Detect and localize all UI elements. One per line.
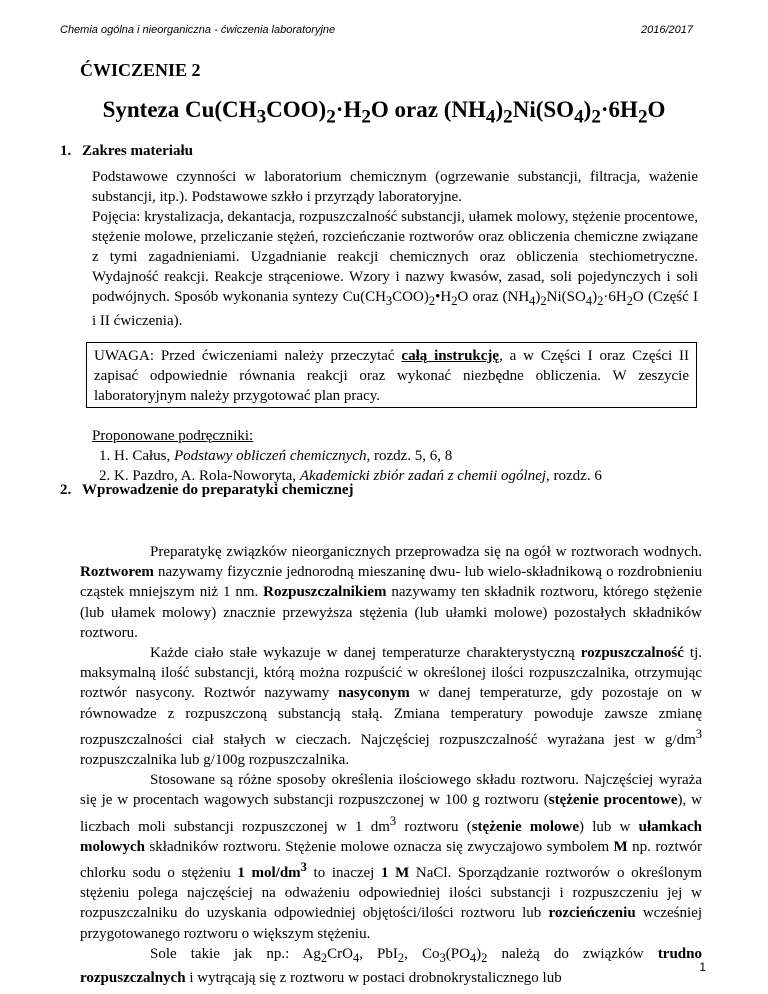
running-header-right: 2016/2017 <box>641 24 693 36</box>
section-2-paragraph-4: Sole takie jak np.: $Ag_2CrO_4$, PbI$_2$, $Co_3(PO_4)_2$ należą do związków trudno rozpuszczalnych i wytrącają się z roztworu w postaci drobnokrystalicznego lub <box>80 945 702 987</box>
running-header-left: Chemia ogólna i nieorganiczna - ćwiczenia laboratoryjne <box>60 24 336 36</box>
textbook-item-1: 1. H. Całus, Podstawy obliczeń chemicznych, rozdz. 5, 6, 8 <box>114 446 712 466</box>
textbook-item-2: 2. K. Pazdro, A. Rola-Noworyta, Akademicki zbiór zadań z chemii ogólnej, rozdz. 6 <box>114 466 712 486</box>
page-title: Synteza $Cu(CH_3COO)_2\cdot H_2O$ oraz $(NH_4)_2Ni(SO_4)_2\cdot 6H_2O$ <box>102 97 666 128</box>
textbook-list-heading: Proponowane podręczniki: <box>92 428 254 444</box>
page-number: 1 <box>699 960 706 974</box>
section-1-body <box>92 167 698 331</box>
section-1-paragraph-1: Podstawowe czynności w laboratorium chemicznym (ogrzewanie substancji, filtracja, ważenie substancji, itp.). Podstawowe szkło i przyrządy laboratoryjne. <box>92 169 698 205</box>
section-2-paragraph-2: Każde ciało stałe wykazuje w danej temperaturze charakterystyczną rozpuszczalność tj. maksymalną ilość substancji, którą można rozpuścić w określonej ilości rozpuszczalnika, otrzymując roztwór nasycony. Roztwór nazywamy nasyconym w danej temperaturze, gdy pozostaje on w równowadze z rozpuszczoną substancją stałą. Zmiana temperatury powoduje zawsze zmianę rozpuszczalności ciał stałych w cieczach. Najczęściej rozpuszczalność wyrażana jest w $g/dm^3$ rozpuszczalnika lub g/100g rozpuszczalnika. <box>80 645 702 769</box>
exercise-label: ĆWICZENIE 2 <box>80 60 201 80</box>
section-2-body <box>80 542 702 988</box>
warning-emphasis: całą instrukcję <box>401 348 500 364</box>
section-2-paragraph-3: Stosowane są różne sposoby określenia ilościowego składu roztworu. Najczęściej wyraża się je w procentach wagowych substancji rozpuszczonej w 100 g roztworu (stężenie procentowe), w liczbach moli substancji rozpuszczonej w 1 $dm^3$ roztworu (stężenie molowe) lub w ułamkach molowych składników roztworu. Stężenie molowe oznacza się zwyczajowo symbolem M np. roztwór chlorku sodu o stężeniu 1 mol/$dm^3$ to inaczej 1 M NaCl. Sporządzanie roztworów o określonym stężeniu polega najczęściej na odważeniu odpowiedniej ilości substancji i rozpuszczeniu jej w rozpuszczalniku do uzyskania odpowiedniej objętości/ilości roztworu lub rozcieńczeniu wcześniej przygotowanego roztworu o większym stężeniu. <box>80 772 702 942</box>
section-2-paragraph-1: Preparatykę związków nieorganicznych przeprowadza się na ogół w roztworach wodnych. Roztworem nazywamy fizycznie jednorodną mieszaninę dwu- lub wielo-składnikową o rozdrobnieniu cząstek mniejszym niż 1 nm. Rozpuszczalnikiem nazywamy ten składnik roztworu, którego stężenie (lub ułamek molowy) znacznie przewyższa stężenia (lub ułamki molowe) pozostałych składników roztworu. <box>80 544 703 641</box>
section-2-heading: 2. Wprowadzenie do preparatyki chemicznej <box>60 482 354 498</box>
textbook-list <box>92 426 712 486</box>
section-1-heading: 1. Zakres materiału <box>60 143 193 159</box>
section-1-paragraph-2: Pojęcia: krystalizacja, dekantacja, rozpuszczalność substancji, ułamek molowy, stężenie procentowe, stężenie molowe, przeliczanie stężeń, rozcieńczanie roztworów oraz obliczenia chemiczne związane z tymi zagadnieniami. Uzgadnianie reakcji chemicznych oraz obliczenia stechiometryczne. Wydajność reakcji. Reakcje strąceniowe. Wzory i nazwy kwasów, zasad, soli pojedynczych i soli podwójnych. Sposób wykonania syntezy $Cu(CH_3COO)_2•H_2O$ oraz $(NH_4)_2Ni(SO_4)_2\cdot 6H_2O$ (Część I i II ćwiczenia). <box>92 209 698 329</box>
warning-box: UWAGA: Przed ćwiczeniami należy przeczytać całą instrukcję, a w Części I oraz Części II zapisać odpowiednie równania reakcji oraz wykonać niezbędne obliczenia. W zeszycie laboratoryjnym należy przygotować plan pracy. <box>86 342 697 408</box>
